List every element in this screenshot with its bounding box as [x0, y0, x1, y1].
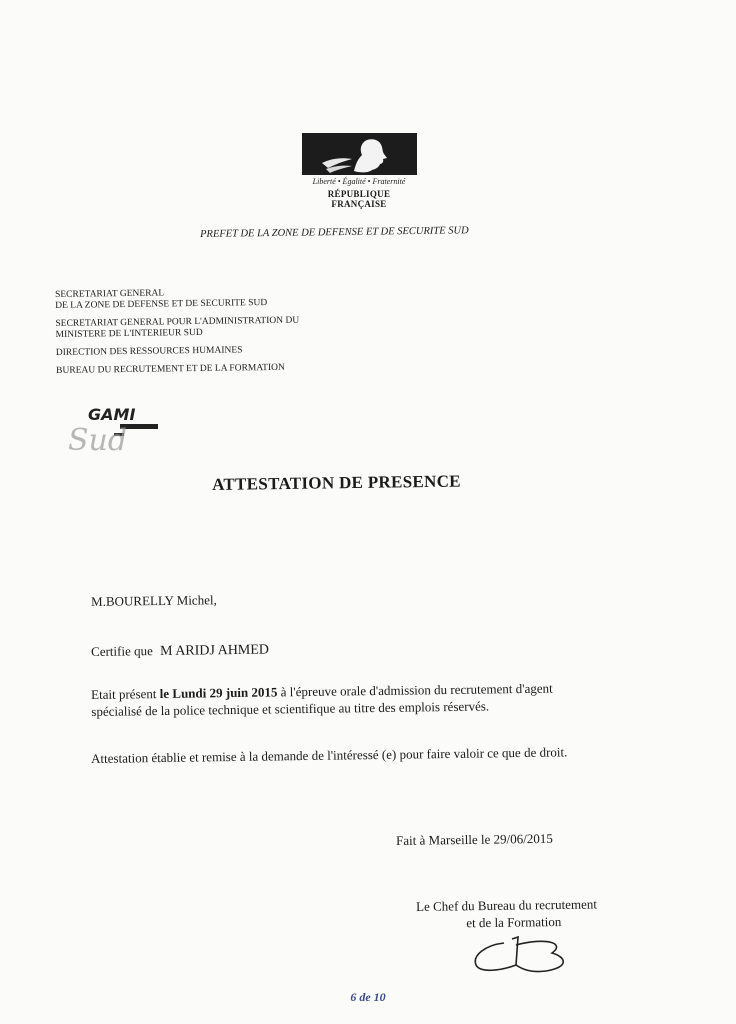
signatory-line2: et de la Formation	[466, 913, 562, 931]
certify-prefix: Certifie que	[91, 643, 153, 659]
handwritten-signature	[466, 935, 586, 980]
gami-sud-stamp-logo	[60, 402, 170, 462]
signatory-block	[416, 895, 597, 932]
paragraph1-after: à l'épreuve orale d'admission du recrutement d'agent	[277, 680, 553, 700]
marianne-emblem-icon	[302, 133, 417, 175]
svg-text:Sud: Sud	[68, 423, 128, 458]
admin-group-general-secretariat	[55, 287, 299, 312]
exam-date: le Lundi 29 juin 2015	[159, 684, 278, 702]
marianne-logo	[299, 133, 419, 209]
certification-line	[91, 642, 269, 661]
paragraph1-line2: spécialisé de la police technique et scientifique au titre des emplois réservés.	[91, 698, 490, 719]
admin-line: DE LA ZONE DE DEFENSE ET DE SECURITE SUD	[55, 298, 268, 311]
republic-name: RÉPUBLIQUE FRANÇAISE	[327, 189, 391, 209]
document-title: ATTESTATION DE PRESENCE	[212, 471, 461, 494]
certified-person: M ARIDJ AHMED	[159, 642, 270, 660]
admin-line: SECRETARIAT GENERAL POUR L'ADMINISTRATION DU	[55, 315, 300, 329]
signatory-line1: Le Chef du Bureau du recrutement	[416, 896, 598, 914]
admin-line: SECRETARIAT GENERAL	[55, 288, 165, 300]
page-number: 6 de 10	[350, 990, 386, 1004]
place-and-date: Fait à Marseille le 29/06/2015	[396, 830, 553, 848]
presence-paragraph	[91, 680, 553, 720]
svg-text:GAMI: GAMI	[88, 405, 136, 424]
admin-line-bureau: BUREAU DU RECRUTEMENT ET DE LA FORMATION	[56, 362, 285, 376]
republic-motto: Liberté • Égalité • Fraternité	[312, 177, 406, 186]
admin-group-sgami	[55, 316, 299, 341]
attestation-paragraph: Attestation établie et remise à la demande de l'intéressé (e) pour faire valoir ce que de droit.	[91, 744, 568, 766]
administration-block	[55, 287, 300, 384]
prefet-line: PREFET DE LA ZONE DE DEFENSE ET DE SECURITE SUD	[200, 225, 469, 240]
paragraph1-before: Etait présent	[91, 686, 160, 702]
admin-line: MINISTERE DE L'INTERIEUR SUD	[55, 327, 203, 340]
addressee: M.BOURELLY Michel,	[91, 592, 217, 609]
admin-line-hr: DIRECTION DES RESSOURCES HUMAINES	[55, 345, 243, 358]
